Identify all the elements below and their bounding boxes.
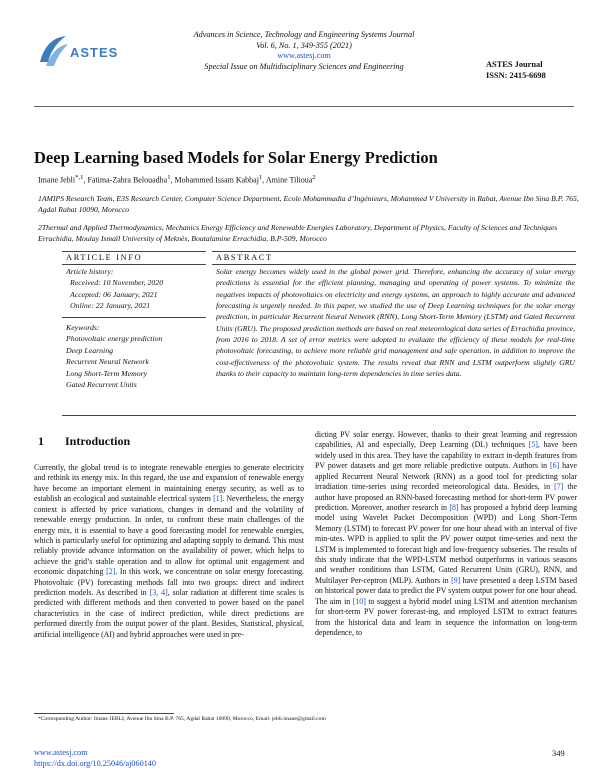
keyword-item: Gated Recurrent Units (66, 380, 137, 390)
citation-link[interactable]: [5] (528, 440, 538, 450)
body-text: Currently, the global trend is to integrate renewable energies to generate electricity and rethink its energy mix. In this regard, the use and expansion of renewable energy have become an important element in maintaining energy security, as well as to establish an ecological and sustainable electrical system (34, 463, 304, 504)
keyword-item: Recurrent Neural Network (66, 357, 149, 367)
journal-name: Advances in Science, Technology and Engineering Systems Journal (193, 30, 415, 39)
section-heading-introduction (38, 434, 130, 449)
abstract-heading: ABSTRACT (216, 253, 273, 262)
footer-website-link[interactable]: www.astesj.com (34, 748, 88, 757)
citation-link[interactable]: [6] (550, 461, 560, 471)
footnote-rule (34, 713, 174, 714)
citation-link[interactable]: [10] (352, 596, 366, 606)
journal-volume: Vol. 6, No. 1, 349-355 (2021) (256, 40, 352, 50)
astes-logo-icon (36, 32, 70, 72)
author-list: Imane Jebli$^{*,1}$, Fatima-Zahra Belouadha$^1$, Mohammed Issam Kabbaj$^1$, Amine Tilioua$^2$ (38, 174, 316, 185)
citation-link[interactable]: [9] (451, 575, 461, 585)
article-info-rule-top (62, 251, 206, 252)
body-text: , solar radiation at different time scales is predicted with different methods and then converted to power based on the panel characteristics in the case of indirect prediction, while direct predictions are performed directly from the output power of the plant. Besides, Statistical, physical, artificial intelligence (AI) and hybrid approaches were used in pre- (34, 588, 304, 639)
received-date: Received: 10 November, 2020 (70, 278, 164, 288)
body-text: the author have proposed an RNN-based forecasting method for short-term PV power prediction. Moreover, another research in (315, 482, 577, 512)
abstract-rule-bottom (212, 264, 576, 265)
page-number: 349 (552, 748, 565, 758)
affiliation-1: 1AMIPS Research Team, E3S Research Center, Computer Science Department, Ecole Mohammadia d’Ingénieurs, Mohammed V University in Rabat, Avenue Ibn Sina B.P. 765, Agdal Rabat 10090, Morocco (38, 194, 579, 214)
keywords-label: Keywords: (66, 323, 100, 332)
logo-wordmark: ASTES (70, 45, 119, 60)
body-text: dicting PV solar energy. However, thanks to their great learning and regression capabilities, AI and especially, Deep Learning (DL) techniques (315, 430, 577, 450)
journal-short-name: ASTES Journal (486, 60, 543, 69)
intro-left-column (34, 463, 304, 640)
keyword-item: Photovoltaic energy prediction (66, 334, 163, 344)
citation-link[interactable]: [8] (449, 502, 459, 512)
corresponding-author-footnote: *Corresponding Author: Imane JEBLI, Avenue Ibn Sina B.P. 765, Agdal Rabat 10090, Morocco, Email: jebli.imane@gmail.com (38, 716, 326, 722)
keyword-item: Long Short-Term Memory (66, 368, 148, 378)
special-issue: Special Issue on Multidisciplinary Sciences and Engineering (204, 61, 404, 71)
citation-link[interactable]: [3, 4] (149, 588, 168, 598)
online-date: Online: 22 January, 2021 (70, 301, 151, 311)
intro-right-column (315, 430, 577, 638)
article-info-rule-bottom (62, 264, 206, 265)
citation-link[interactable]: [2] (106, 567, 116, 577)
journal-issn: ISSN: 2415-6698 (486, 70, 546, 80)
body-text: have applied Recurrent Neural Network (RNN) as a good tool for predicting solar irradiation time-series using recorded meteorological data. Besides, in (315, 461, 577, 492)
affiliation-2: 2Thermal and Applied Thermodynamics, Mechanics Energy Efficiency and Renewable Energies Laboratory, Department of Physics, Faculty of Sciences and Techniques Errachidia, Moulay Ismaïl University of Meknès, Boutalamine Errachidia, B.P-509, Morocco (38, 223, 558, 243)
article-history (66, 266, 206, 312)
article-info-divider (62, 317, 206, 318)
page-footer (34, 747, 156, 769)
accepted-date: Accepted: 06 January, 2021 (70, 289, 158, 299)
header-divider (34, 106, 574, 107)
body-text: has proposed a hybrid deep learning model using Wavelet Packet Decomposition (WPD) and Long Short-Term Memory (LSTM) to forecast PV power for one hour ahead with an interval of five min-utes. WPD is applied to split the PV power output time-series and next the LSTM is implemented to forecast high and low-frequency subseries. The results of this study indicate that the WPD-LSTM method outperforms in various seasons and weather conditions than LSTM, Gated Recurrent Units (GRU), RNN, and Multilayer Per-ceptron (MLP). Authors in (315, 502, 577, 585)
abstract-end-rule (62, 415, 576, 416)
article-info-heading: ARTICLE INFO (66, 253, 143, 262)
keywords (66, 322, 206, 390)
journal-header (150, 30, 458, 72)
section-number: 1 (38, 434, 44, 448)
body-text: . In this work, we concentrate on solar energy forecasting. Photovoltaic (PV) forecasting methods fall into two groups: direct and indirect prediction models. As described in (34, 567, 304, 598)
abstract-text: Solar energy becomes widely used in the global power grid. Therefore, enhancing the accuracy of solar energy predictions is essential for the efficient planning, managing and operating of power systems. To minimize the negatives impacts of photovoltaics on electricity and energy systems, an approach to highly accurate and advanced forecasting is urgently needed. In this paper, we studied the use of Deep Learning techniques for the solar energy prediction, in particular Recurrent Neural Network (RNN), Long Short-Term Memory (LSTM) and Gated Recurrent Units (GRU). The proposed prediction methods are based on real meteorological data series of Errachidia province, from 2016 to 2018. A set of error metrics were adopted to evaluate the efficiency of these models for real-time photovoltaic forecasting, to achieve more reliable grid management and safe operation, in addition to improve the cost-effectiveness of the photovoltaic system. The results reveal that RNN and LSTM outperform slightly GRU thanks to their capacity to maintain long-term dependencies in time series data. (216, 267, 575, 379)
body-text: . Nevertheless, the energy context is affected by price variations, changes in demand and the volatility of renewable energy production. In order, to confront these main challenges of the energy mix, it is essential to have a good forecasting model for renewable energies, which is particularly useful for optimizing and adapting supply to demand. This must reliably provide advance information on the availability of power, which helps to achieve the grid’s stable operation and to allow for optimal unit engagement and economic dispatching (34, 494, 304, 577)
abstract-rule-top (212, 251, 576, 252)
journal-logo (36, 32, 146, 72)
citation-link[interactable]: [7] (554, 482, 564, 492)
footer-doi-link[interactable]: https://dx.doi.org/10.25046/aj060140 (34, 759, 156, 768)
history-label: Article history: (66, 267, 114, 276)
body-text: to suggest a hybrid model using LSTM and attention mechanism for short-term PV power forecast-ing, and employed LSTM to extract features from the historical data and learn in sequence the information on long-term dependence, to (315, 596, 577, 638)
body-text: have presented a deep LSTM based on historical power data to predict the PV system output power for one hour ahead. The aim in (315, 575, 577, 606)
body-text: , have been widely used in this area. They have the capability to extract in-depth features from PV power datasets and get more reliable predictive outputs. Authors in (315, 440, 577, 471)
journal-url-link[interactable]: www.astesj.com (277, 51, 331, 60)
keyword-item: Deep Learning (66, 345, 113, 355)
journal-id-block (486, 60, 576, 81)
section-title: Introduction (65, 434, 131, 448)
citation-link[interactable]: [1] (213, 494, 223, 504)
paper-title: Deep Learning based Models for Solar Energy Prediction (34, 148, 438, 167)
